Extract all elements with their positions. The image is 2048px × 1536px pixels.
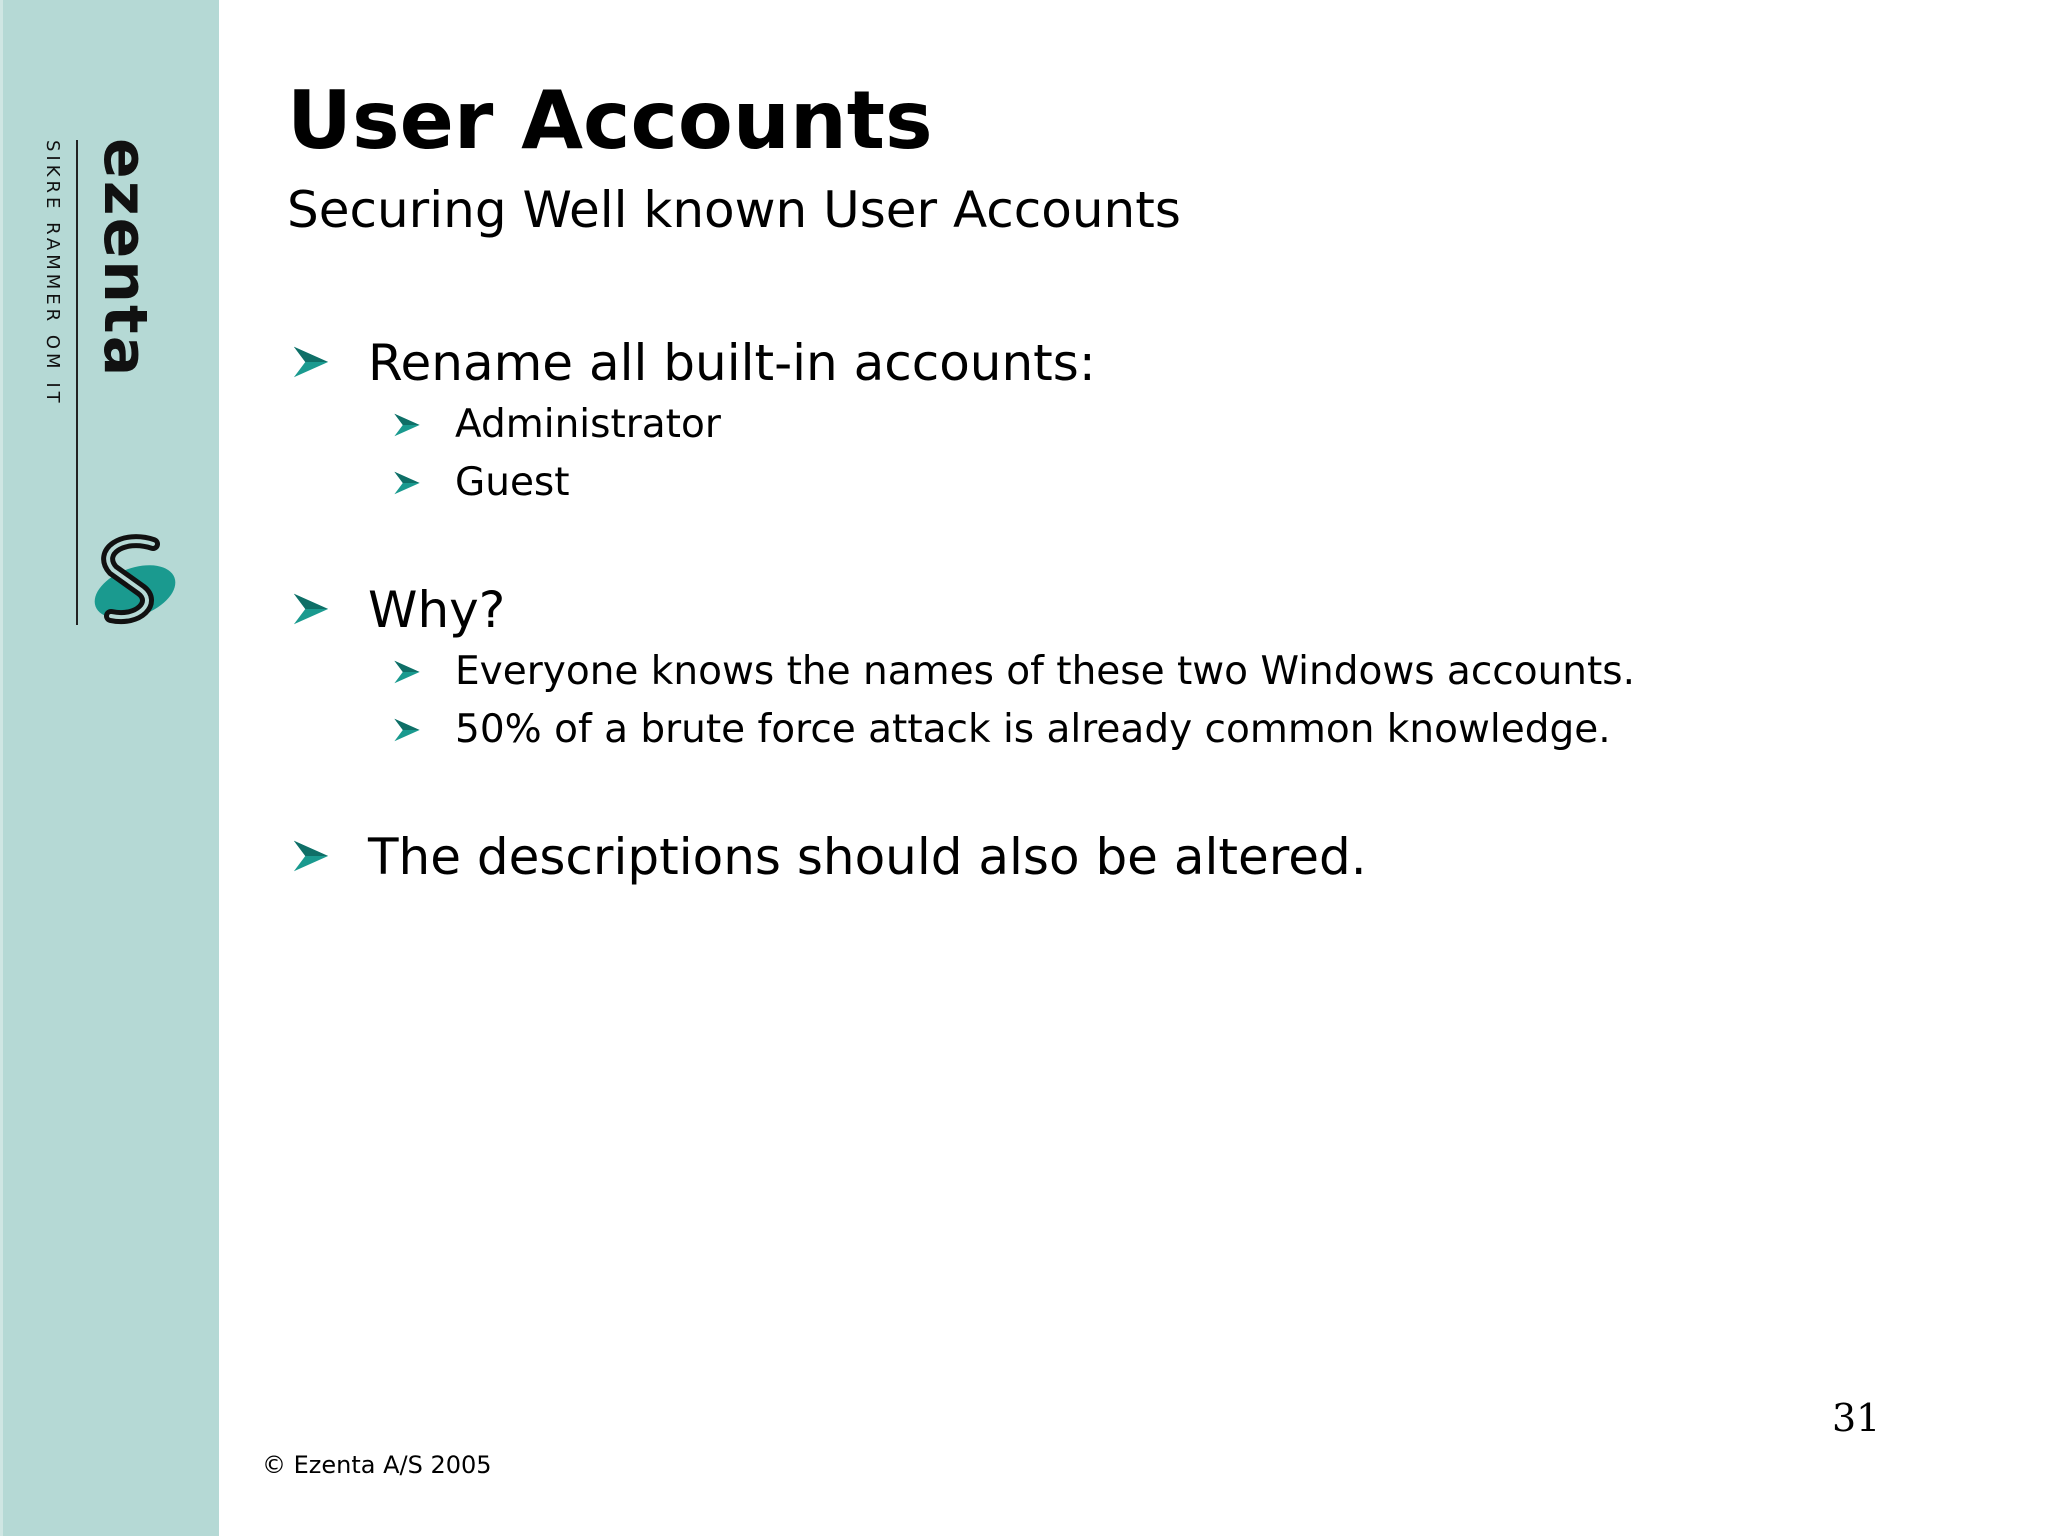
- teal-arrowhead-icon: [292, 343, 330, 381]
- teal-arrowhead-icon: [393, 469, 421, 497]
- teal-arrowhead-icon: [393, 411, 421, 439]
- bullet-text: The descriptions should also be altered.: [368, 828, 1367, 886]
- sidebar: [0, 0, 219, 1536]
- slide-subtitle: Securing Well known User Accounts: [287, 181, 1181, 239]
- page-number: 31: [1832, 1396, 1881, 1440]
- teal-arrowhead-icon: [393, 658, 421, 686]
- bullet-text: Why?: [368, 581, 506, 639]
- sub-bullet-text: Administrator: [455, 402, 721, 447]
- logo-tagline: SIKRE RAMMER OM IT: [42, 140, 63, 407]
- sub-bullet-text: Guest: [455, 460, 570, 505]
- copyright-footer: © Ezenta A/S 2005: [262, 1451, 492, 1479]
- slide-title: User Accounts: [287, 74, 933, 167]
- sub-bullet-text: 50% of a brute force attack is already common knowledge.: [455, 707, 1611, 752]
- ezenta-logo-icon: [83, 530, 179, 630]
- sub-bullet-text: Everyone knows the names of these two Windows accounts.: [455, 649, 1636, 694]
- logo-divider: [76, 140, 78, 625]
- teal-arrowhead-icon: [292, 837, 330, 875]
- teal-arrowhead-icon: [393, 716, 421, 744]
- bullet-text: Rename all built-in accounts:: [368, 334, 1096, 392]
- teal-arrowhead-icon: [292, 590, 330, 628]
- logo-wordmark: ezenta: [90, 138, 160, 379]
